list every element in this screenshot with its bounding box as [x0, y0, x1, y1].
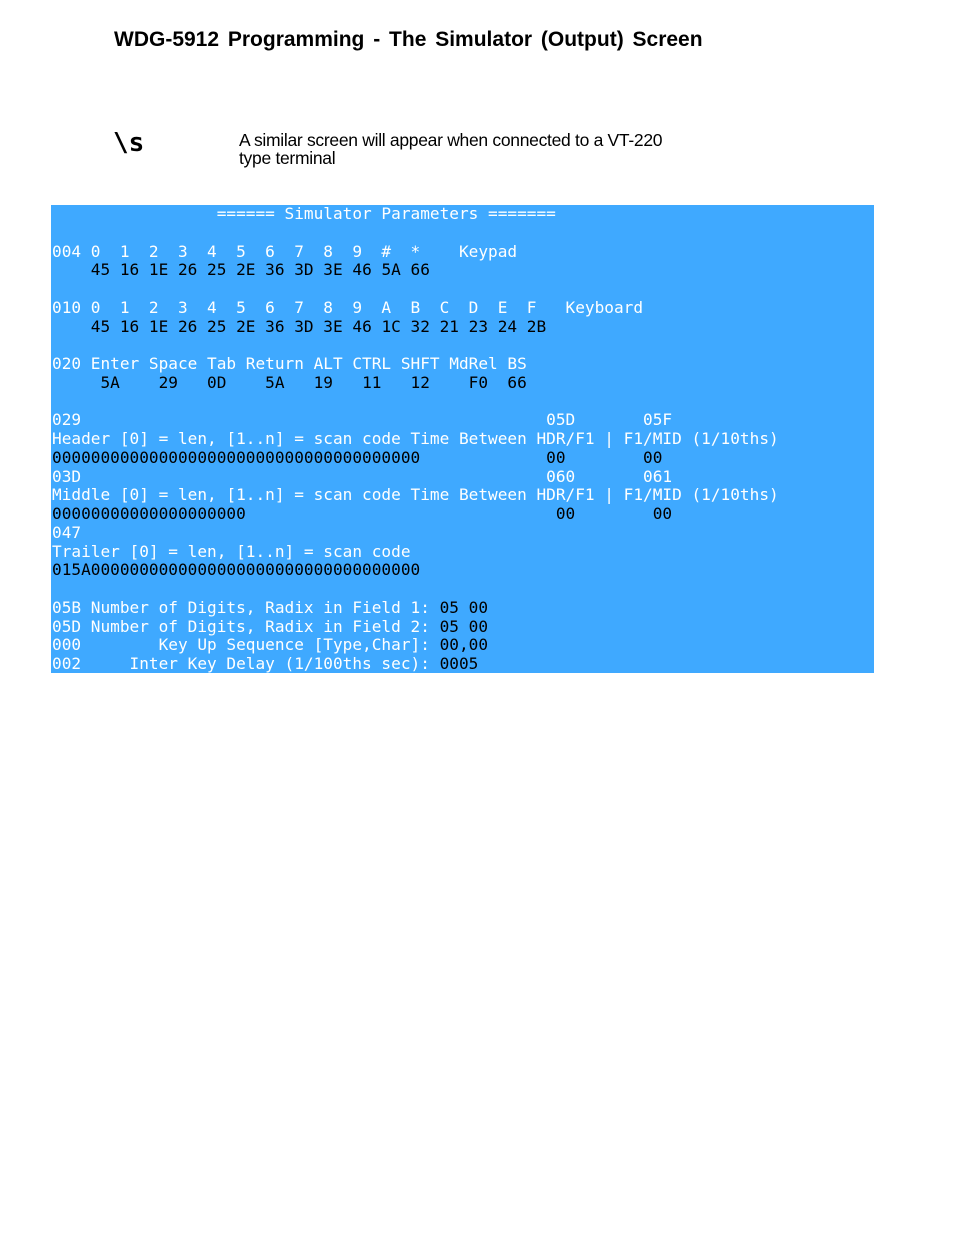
screen-line-label: 05D Number of Digits, Radix in Field 2: [52, 616, 440, 636]
screen-line-value: 00000000000000000000000000000000000000 00 00 [52, 447, 663, 467]
screen-line-label: 047 [52, 522, 82, 542]
screen-line [51, 468, 874, 487]
screen-line [51, 243, 874, 262]
screen-line [51, 261, 874, 280]
screen-line [51, 336, 874, 355]
screen-line [51, 299, 874, 318]
screen-line [51, 411, 874, 430]
screen-line-value: 05 00 [439, 616, 489, 636]
description [239, 131, 739, 167]
screen-line [51, 430, 874, 449]
screen-line-label: Trailer [0] = len, [1..n] = scan code [52, 541, 411, 561]
screen-line-label [52, 317, 91, 336]
page-title: WDG-5912 Programming - The Simulator (Output) Screen [114, 28, 703, 51]
screen-line [51, 486, 874, 505]
screen-line [51, 599, 874, 618]
screen-line-value: 45 16 1E 26 25 2E 36 3D 3E 46 1C 32 21 23 24 2B [90, 316, 547, 336]
screen-line-label: 002 Inter Key Delay (1/100ths sec): [52, 654, 440, 673]
screen-line-label: 000 Key Up Sequence [Type,Char]: [52, 635, 440, 655]
screen-line-label: 004 0 1 2 3 4 5 6 7 8 9 # * Keypad [52, 241, 518, 261]
screen-line-value: 5A 29 0D 5A 19 11 12 F0 66 [100, 372, 527, 392]
screen-line [51, 374, 874, 393]
screen-line [51, 636, 874, 655]
screen-line [51, 618, 874, 637]
screen-line [51, 561, 874, 580]
screen-line [51, 205, 874, 224]
screen-line-value: 45 16 1E 26 25 2E 36 3D 3E 46 5A 66 [90, 260, 430, 280]
screen-line-label: 020 Enter Space Tab Return ALT CTRL SHFT MdRel BS [52, 354, 527, 373]
screen-line-value: 00,00 [439, 635, 489, 655]
screen-line-label: 029 05D 05F [52, 410, 673, 430]
simulator-screen [51, 205, 874, 673]
screen-line [51, 318, 874, 337]
screen-line [51, 655, 874, 673]
command-label: \s [113, 128, 145, 158]
screen-line-value: 05 00 [439, 597, 489, 617]
screen-line-value: 00000000000000000000 00 00 [52, 504, 673, 523]
screen-line-label [52, 260, 91, 279]
screen-line [51, 280, 874, 299]
screen-line-label: Middle [0] = len, [1..n] = scan code Time Between HDR/F1 | F1/MID (1/10ths) [52, 485, 779, 505]
description-line-2: type terminal [239, 148, 336, 168]
screen-line [51, 580, 874, 599]
screen-line [51, 505, 874, 524]
screen-line [51, 393, 874, 412]
screen-line [51, 224, 874, 243]
screen-line-label: 010 0 1 2 3 4 5 6 7 8 9 A B C D E F Keyboard [52, 297, 644, 317]
screen-line [51, 524, 874, 543]
screen-line-label: 03D 060 061 [52, 466, 673, 486]
screen-line-label: 05B Number of Digits, Radix in Field 1: [52, 597, 440, 617]
screen-line-label: Header [0] = len, [1..n] = scan code Time Between HDR/F1 | F1/MID (1/10ths) [52, 429, 779, 448]
screen-line-label [52, 373, 100, 392]
description-line-1: A similar screen will appear when connected to a VT-220 [239, 130, 663, 150]
screen-line-label: ====== Simulator Parameters ======= [52, 205, 556, 223]
screen-line-value: 015A0000000000000000000000000000000000 [52, 560, 421, 580]
screen-line [51, 543, 874, 562]
screen-line-value: 0005 [439, 654, 479, 673]
screen-line [51, 449, 874, 468]
screen-line [51, 355, 874, 374]
